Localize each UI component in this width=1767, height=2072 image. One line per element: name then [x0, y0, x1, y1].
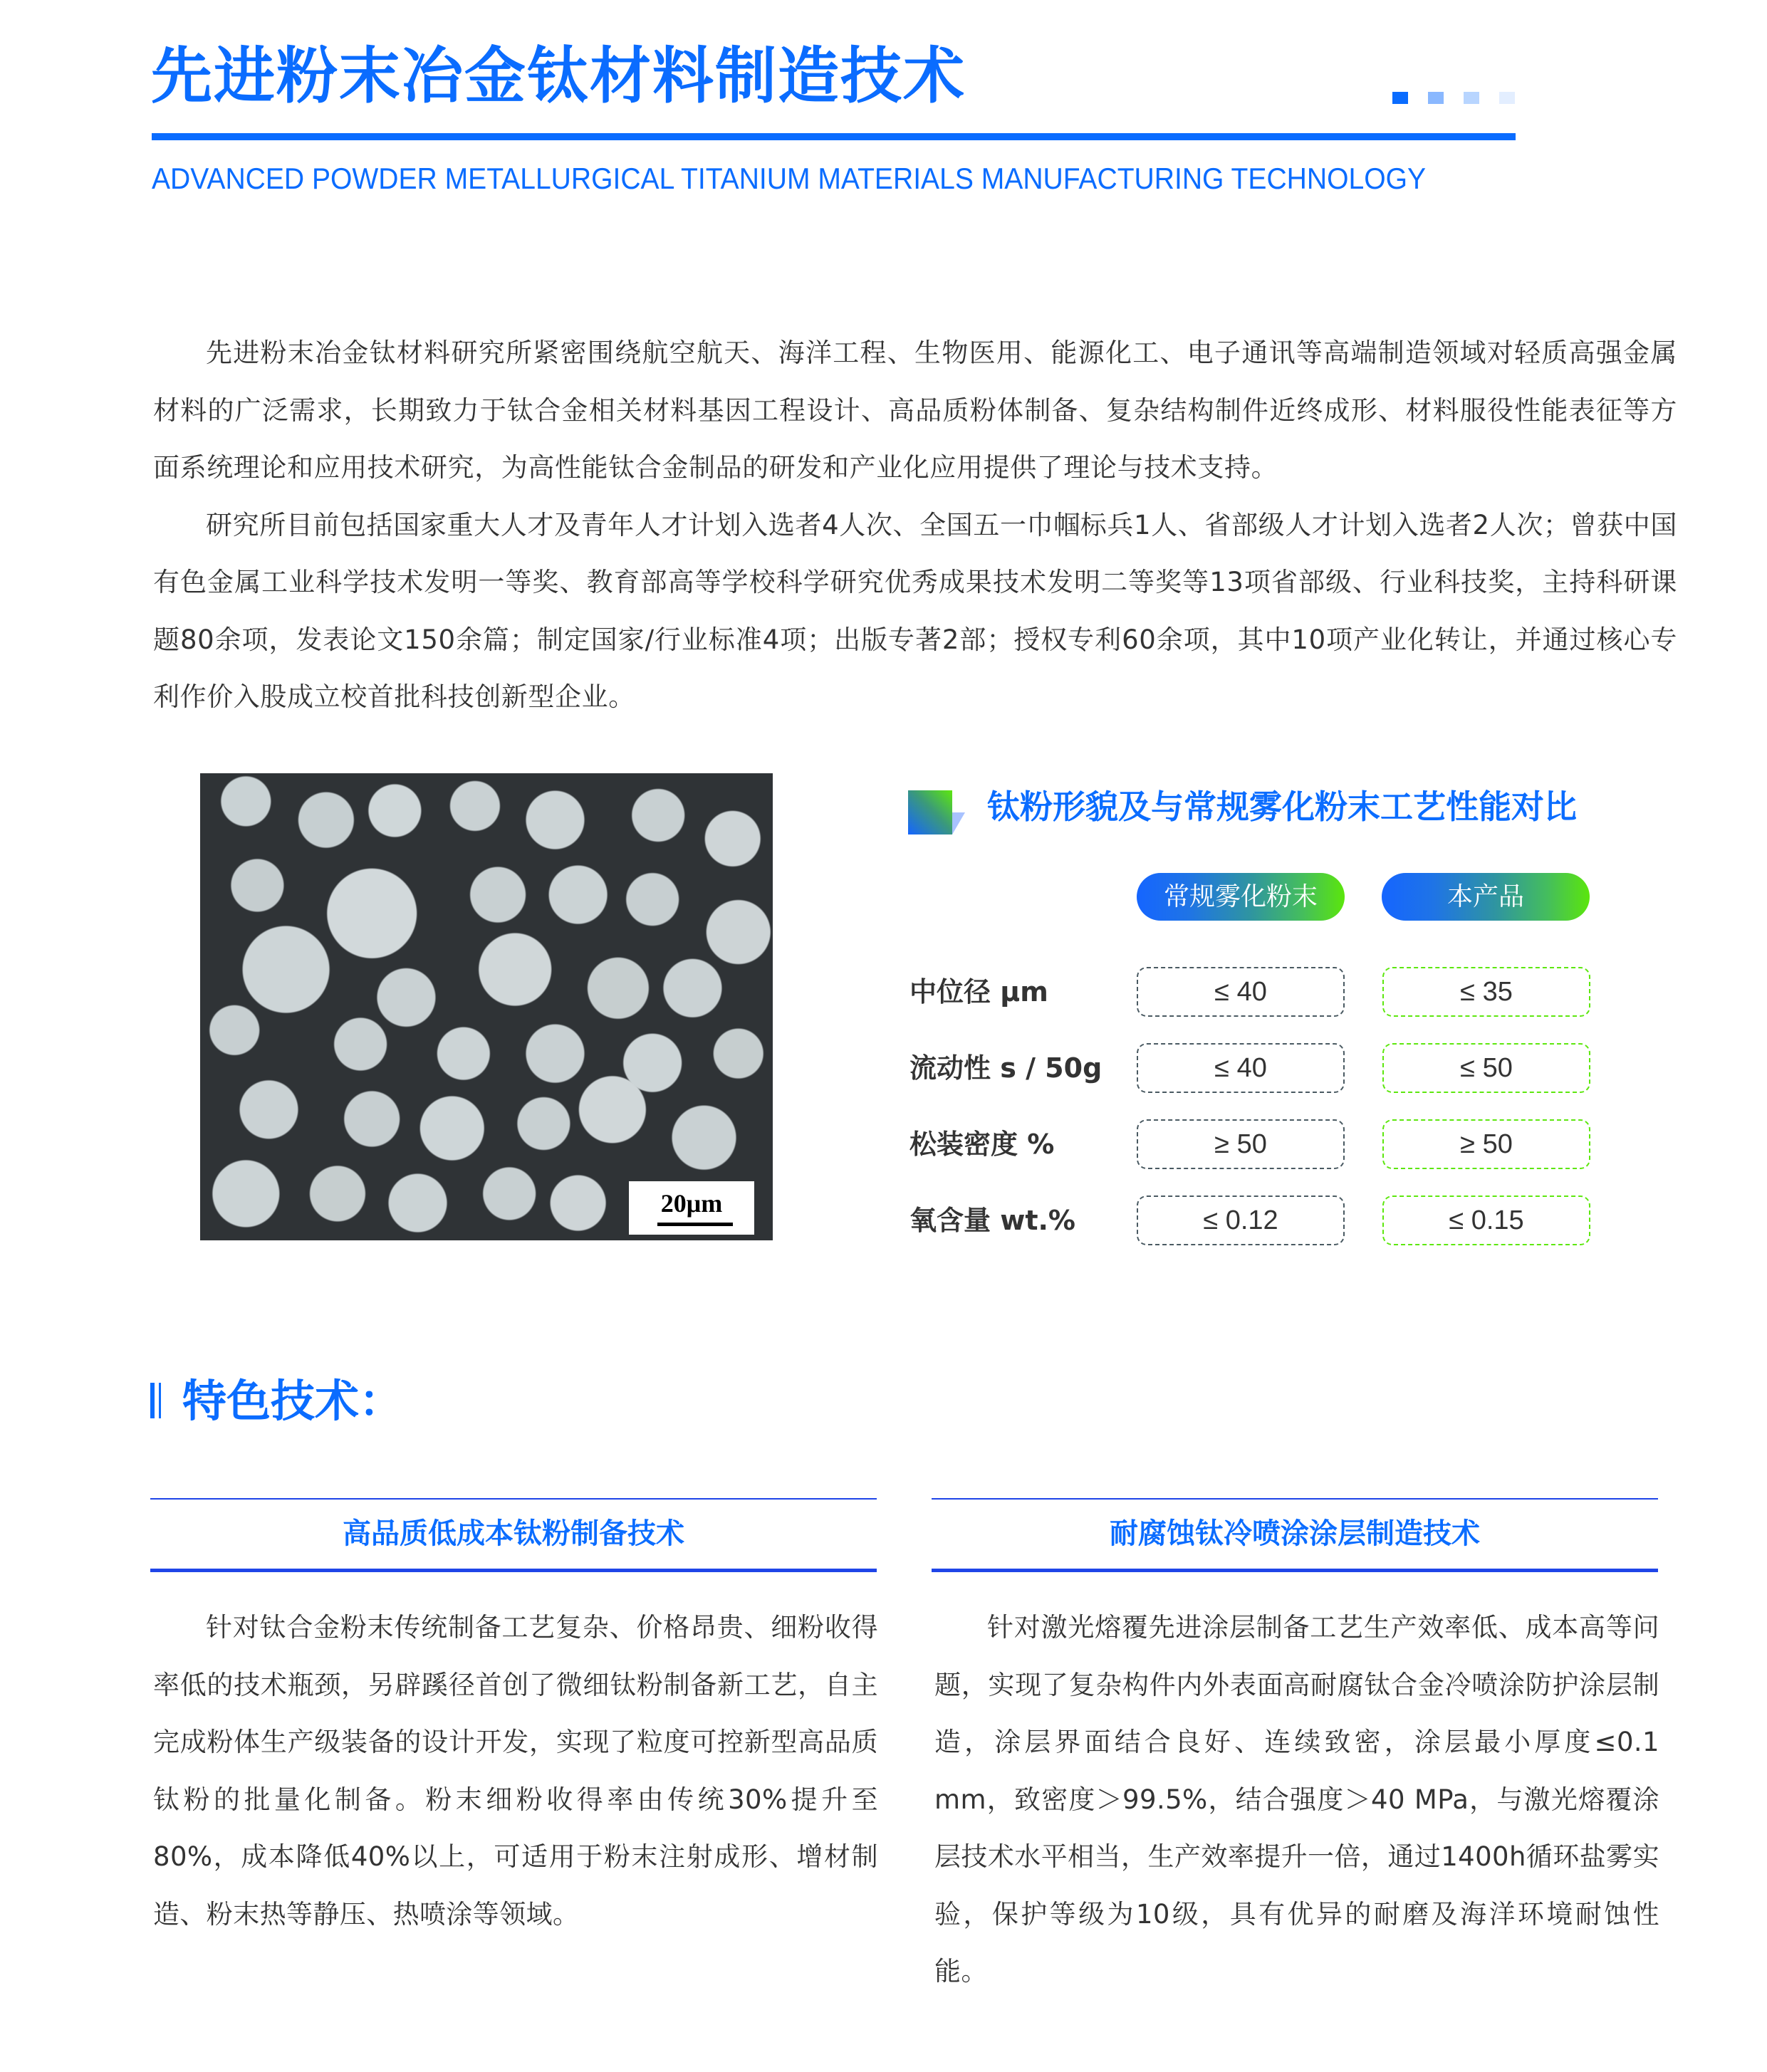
value-product-median-size: ≤ 35 — [1382, 967, 1590, 1017]
row-label-apparent-density: 松装密度 % — [909, 1129, 1055, 1160]
column-header-conventional: 常规雾化粉末 — [1137, 873, 1345, 921]
scale-label: 20μm — [660, 1189, 723, 1218]
feature-card-titanium-powder — [150, 0, 877, 2072]
value-product-oxygen-content: ≤ 0.15 — [1382, 1195, 1590, 1245]
card-top-rule — [932, 1498, 1658, 1500]
value-conventional-median-size: ≤ 40 — [1137, 967, 1345, 1017]
value-product-apparent-density: ≥ 50 — [1382, 1119, 1590, 1169]
card-body: 针对钛合金粉末传统制备工艺复杂、价格昂贵、细粉收得率低的技术瓶颈，另辟蹊径首创了微细钛粉制备新工艺，自主完成粉体生产级装备的设计开发，实现了粒度可控新型高品质钛粉的批量化制备。粉末细粉收得率由传统30%提升至80%，成本降低40%以上，可适用于粉末注射成形、增材制造、粉末热等静压、热喷涂等领域。 — [153, 1612, 878, 1930]
intro-paragraph: 先进粉末冶金钛材料研究所紧密围绕航空航天、海洋工程、生物医用、能源化工、电子通讯等高端制造领域对轻质高强金属材料的广泛需求，长期致力于钛合金相关材料基因工程设计、高品质粉体制备、复杂结构制件近终成形、材料服役性能表征等方面系统理论和应用技术研究，为高性能钛合金制品的研发和产业化应用提供了理论与技术支持。 — [153, 338, 1677, 483]
feature-card-cold-spray-coating — [932, 0, 1658, 2072]
card-bottom-rule — [150, 1569, 877, 1572]
features-heading: 特色技术： — [182, 1375, 404, 1427]
card-body: 针对激光熔覆先进涂层制备工艺生产效率低、成本高等问题，实现了复杂构件内外表面高耐腐钛合金冷喷涂防护涂层制造，涂层界面结合良好、连续致密，涂层最小厚度≤0.1 mm，致密度＞99.5%，结合强度＞40 MPa，与激光熔覆涂层技术水平相当，生产效率提升一倍，通过1400h循环盐雾实验，保护等级为10级，具有优异的耐磨及海洋环境耐蚀性能。 — [934, 1612, 1659, 1987]
card-title: 耐腐蚀钛冷喷涂涂层制造技术 — [1110, 1517, 1480, 1550]
card-top-rule — [150, 1498, 877, 1500]
value-conventional-apparent-density: ≥ 50 — [1137, 1119, 1345, 1169]
page-subtitle-english: ADVANCED POWDER METALLURGICAL TITANIUM MATERIALS MANUFACTURING TECHNOLOGY — [152, 162, 1427, 195]
card-bottom-rule — [932, 1569, 1658, 1572]
value-conventional-oxygen-content: ≤ 0.12 — [1137, 1195, 1345, 1245]
column-header-product: 本产品 — [1382, 873, 1590, 921]
page-title: 先进粉末冶金钛材料制造技术 — [151, 41, 966, 112]
card-title: 高品质低成本钛粉制备技术 — [343, 1517, 684, 1550]
row-label-flowability: 流动性 s / 50g — [909, 1052, 1103, 1084]
row-label-oxygen-content: 氧含量 wt.% — [909, 1205, 1076, 1236]
value-conventional-flowability: ≤ 40 — [1137, 1043, 1345, 1093]
comparison-title: 钛粉形貌及与常规雾化粉末工艺性能对比 — [987, 788, 1577, 826]
row-label-median-size: 中位径 μm — [909, 976, 1048, 1008]
value-product-flowability: ≤ 50 — [1382, 1043, 1590, 1093]
intro-paragraph: 研究所目前包括国家重大人才及青年人才计划入选者4人次、全国五一巾帼标兵1人、省部级人才计划入选者2人次；曾获中国有色金属工业科学技术发明一等奖、教育部高等学校科学研究优秀成果技术发明二等奖等13项省部级、行业科技奖，主持科研课题80余项，发表论文150余篇；制定国家/行业标准4项；出版专著2部；授权专利60余项，其中10项产业化转让，并通过核心专利作价入股成立校首批科技创新型企业。 — [153, 509, 1677, 712]
